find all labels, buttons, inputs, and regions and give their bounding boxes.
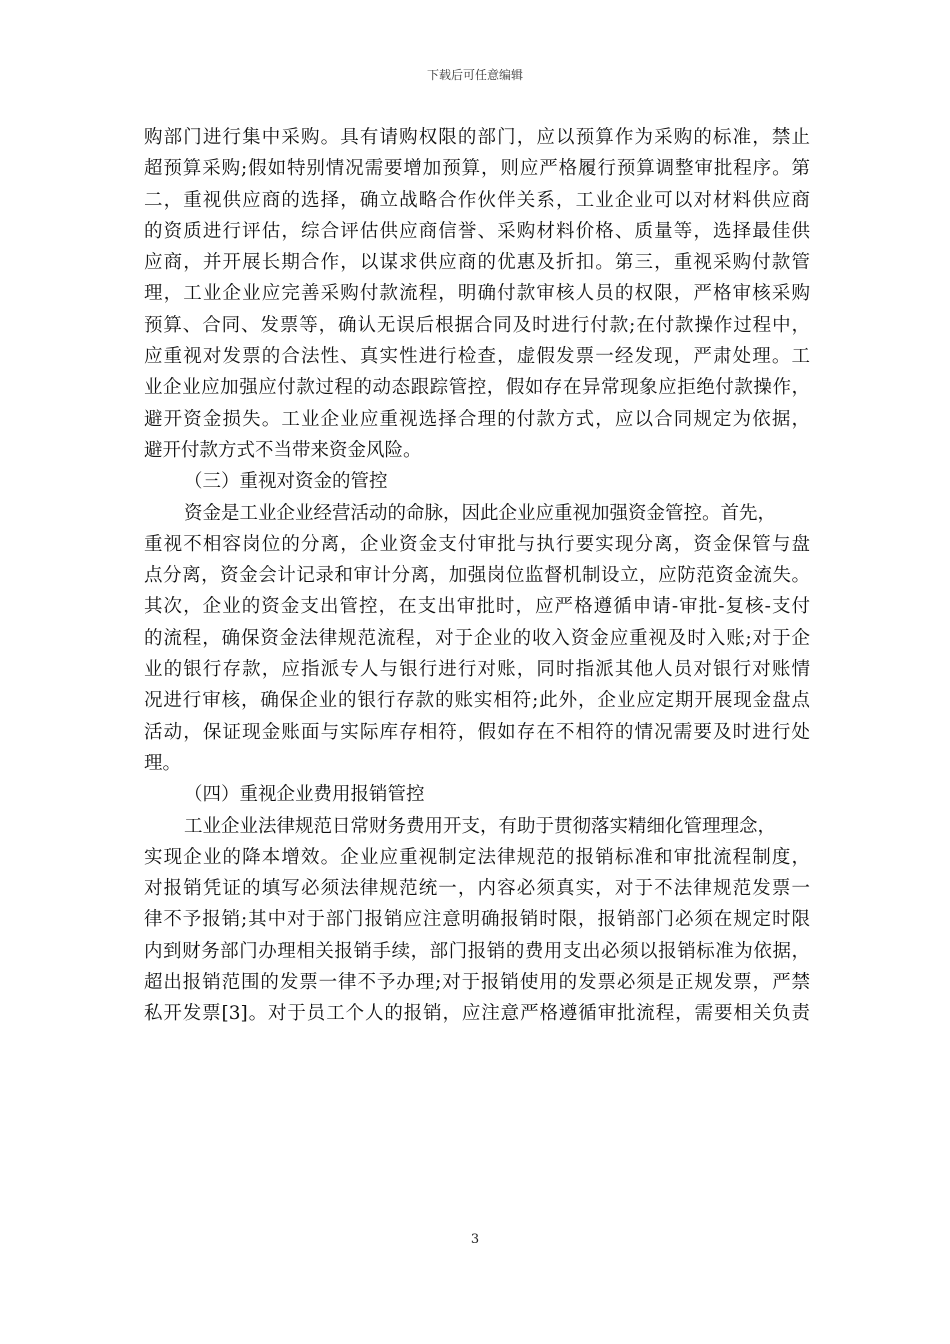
text-line: 私开发票[3]。对于员工个人的报销，应注意严格遵循审批流程，需要相关负责 (144, 1003, 810, 1025)
text-line: 活动，保证现金账面与实际库存相符，假如存在不相符的情况需要及时进行处 (144, 721, 810, 743)
text-line: 内到财务部门办理相关报销手续，部门报销的费用支出必须以报销标准为依据， (144, 940, 810, 962)
text-line: 的流程，确保资金法律规范流程，对于企业的收入资金应重视及时入账;对于企 (144, 627, 810, 649)
text-line: 工业企业法律规范日常财务费用开支，有助于贯彻落实精细化管理理念， (184, 815, 777, 837)
text-line: 理。 (144, 752, 182, 774)
page-header: 下载后可任意编辑 (426, 68, 523, 82)
text-line: 点分离，资金会计记录和审计分离，加强岗位监督机制设立，应防范资金流失。 (144, 565, 810, 587)
text-line: 实现企业的降本增效。企业应重视制定法律规范的报销标准和审批流程制度， (144, 846, 810, 868)
text-line: 资金是工业企业经营活动的命脉，因此企业应重视加强资金管控。首先， (184, 502, 777, 524)
text-line: 避开付款方式不当带来资金风险。 (144, 439, 422, 461)
text-line: 应重视对发票的合法性、真实性进行检查，虚假发票一经发现，严肃处理。工 (144, 346, 810, 368)
paragraph (144, 122, 810, 466)
text-line: 的资质进行评估，综合评估供应商信誉、采购材料价格、质量等，选择最佳供 (144, 220, 810, 242)
text-line: 其次，企业的资金支出管控，在支出审批时，应严格遵循申请-审批-复核-支付 (144, 596, 810, 618)
text-line: 业企业应加强应付款过程的动态跟踪管控，假如存在异常现象应拒绝付款操作， (144, 377, 810, 399)
text-line: 购部门进行集中采购。具有请购权限的部门，应以预算作为采购的标准，禁止 (144, 127, 810, 148)
paragraph (144, 498, 810, 780)
page-number: 3 (470, 1232, 480, 1247)
text-line: 避开资金损失。工业企业应重视选择合理的付款方式，应以合同规定为依据， (144, 408, 810, 430)
paragraph (144, 811, 810, 1030)
document-body (144, 122, 810, 1030)
text-line: 预算、合同、发票等，确认无误后根据合同及时进行付款;在付款操作过程中， (144, 314, 810, 336)
text-line: 理，工业企业应完善采购付款流程，明确付款审核人员的权限，严格审核采购 (144, 283, 810, 305)
text-line: 重视不相容岗位的分离，企业资金支付审批与执行要实现分离，资金保管与盘 (144, 533, 810, 555)
text-line: 应商，并开展长期合作，以谋求供应商的优惠及折扣。第三，重视采购付款管 (144, 252, 810, 274)
section-heading: （三）重视对资金的管控 (184, 471, 388, 493)
text-line: 超预算采购;假如特别情况需要增加预算，则应严格履行预算调整审批程序。第 (144, 158, 810, 180)
text-line: 超出报销范围的发票一律不予办理;对于报销使用的发票必须是正规发票，严禁 (144, 972, 810, 994)
text-line: 二，重视供应商的选择，确立战略合作伙伴关系，工业企业可以对材料供应商 (144, 189, 810, 211)
text-line: 律不予报销;其中对于部门报销应注意明确报销时限，报销部门必须在规定时限 (144, 909, 810, 931)
text-line: 况进行审核，确保企业的银行存款的账实相符;此外，企业应定期开展现金盘点 (144, 690, 810, 712)
text-line: 业的银行存款，应指派专人与银行进行对账，同时指派其他人员对银行对账情 (144, 659, 810, 681)
section-heading: （四）重视企业费用报销管控 (184, 784, 425, 806)
text-line: 对报销凭证的填写必须法律规范统一，内容必须真实，对于不法律规范发票一 (144, 878, 810, 900)
